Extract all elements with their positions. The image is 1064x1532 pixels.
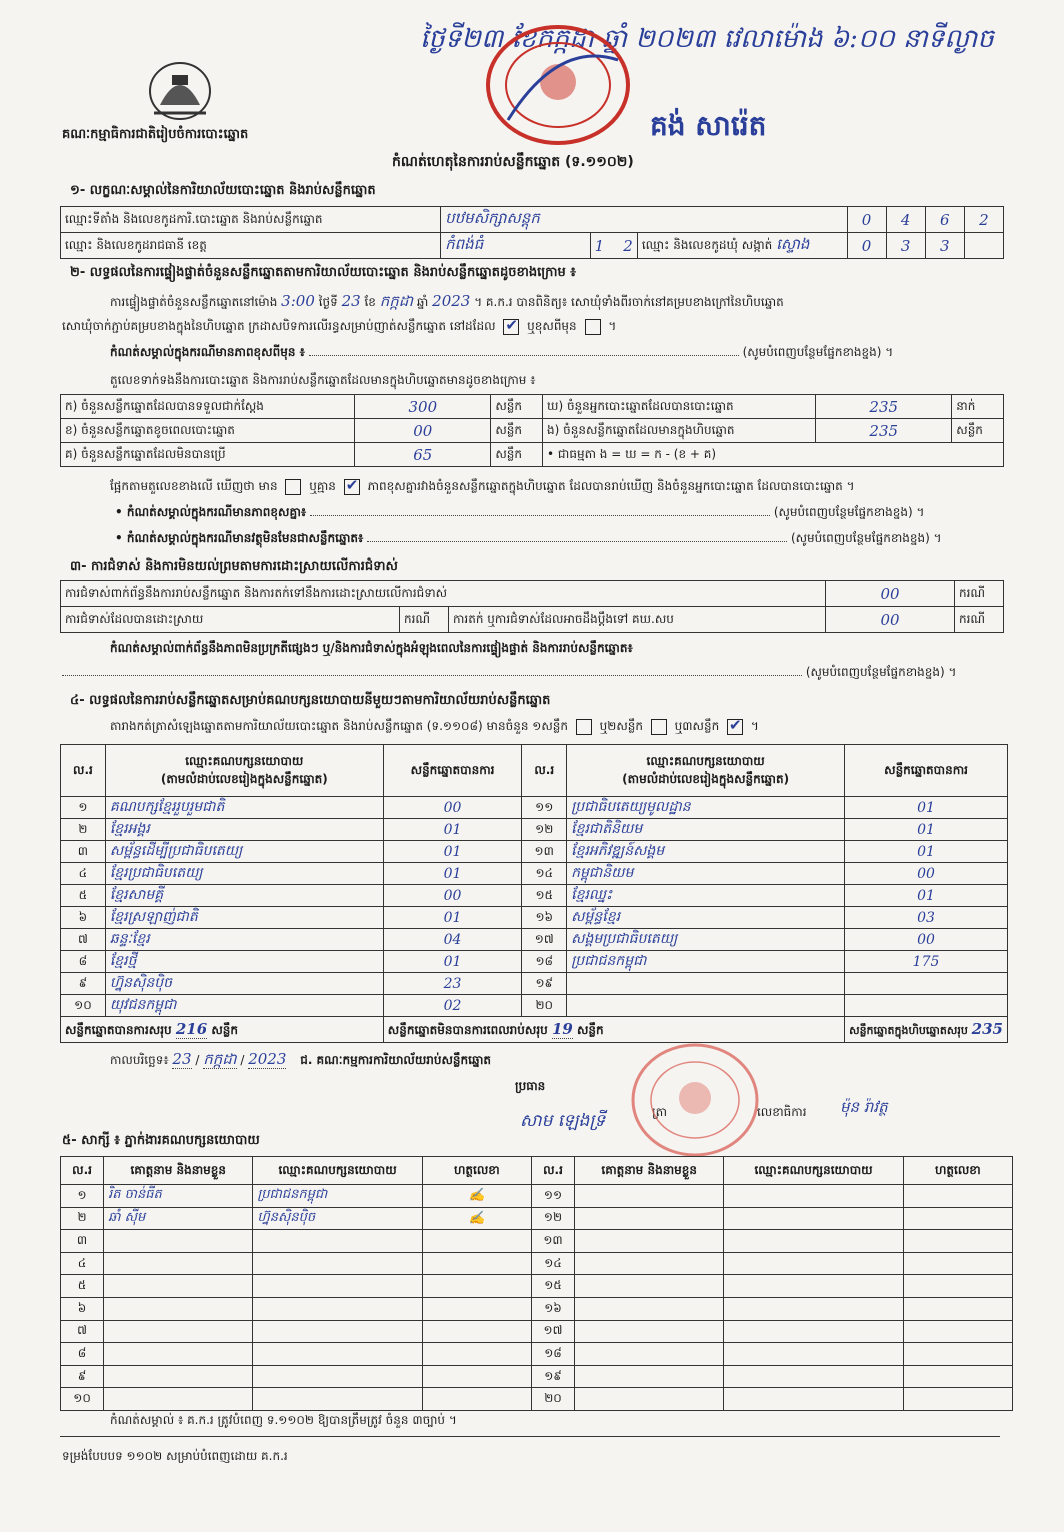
province-label: ឈ្មោះ និងលេខកូដរាជធានី ខេត្ត <box>61 233 441 259</box>
party-votes: 01 <box>383 907 522 929</box>
witness-name: ឆាំ ស៊ីម <box>104 1207 253 1230</box>
witness-signature <box>422 1365 531 1388</box>
row-number: ២០ <box>522 995 567 1017</box>
commune-label: ឈ្មោះ និងលេខកូដឃុំ សង្កាត់ ស្ទោង <box>637 233 847 259</box>
witness-name <box>104 1297 253 1320</box>
witness-signature <box>903 1230 1012 1253</box>
party-votes: 01 <box>383 951 522 973</box>
witness-name <box>104 1365 253 1388</box>
party-name: សង្គមប្រជាធិបតេយ្យ <box>567 929 845 951</box>
party-votes: 04 <box>383 929 522 951</box>
witness-signature <box>903 1365 1012 1388</box>
row-number: ២ <box>61 1207 104 1230</box>
witness-party <box>724 1207 903 1230</box>
row-number: ៣ <box>61 1230 104 1253</box>
one-sheet-checkbox[interactable] <box>576 719 592 735</box>
row-number: ៨ <box>61 1343 104 1366</box>
party-name: ប្រជាធិបតេយ្យមូលដ្ឋាន <box>567 797 845 819</box>
party-votes: 02 <box>383 995 522 1017</box>
witness-row <box>61 1230 1013 1253</box>
row-number: ៩ <box>61 973 106 995</box>
row-number: ១៥ <box>531 1275 574 1298</box>
witness-signature <box>903 1297 1012 1320</box>
row-number: ១០ <box>61 995 106 1017</box>
row-number: ១៩ <box>531 1365 574 1388</box>
commune-code-digit: 0 <box>847 233 886 259</box>
party-name <box>567 995 845 1017</box>
row-number: ២ <box>61 819 106 841</box>
witness-party <box>724 1185 903 1208</box>
witness-signature <box>422 1320 531 1343</box>
party-votes <box>845 973 1008 995</box>
party-name <box>567 973 845 995</box>
witness-party: ហ្វ៊ុនស៊ិនប៉ិច <box>253 1207 422 1230</box>
witness-signature <box>422 1275 531 1298</box>
row-number: ៥ <box>61 885 106 907</box>
witness-party <box>253 1365 422 1388</box>
witness-name <box>104 1275 253 1298</box>
party-votes: 00 <box>383 797 522 819</box>
row-number: ៦ <box>61 907 106 929</box>
party-name: យុវជនកម្ពុជា <box>105 995 383 1017</box>
witness-signature <box>903 1320 1012 1343</box>
section4-title: ៤- លទ្ធផលនៃការរាប់សន្លឹកឆ្នោតសម្រាប់គណបក្សនយោបាយនីមួយៗតាមការិយាល័យរាប់សន្លឹកឆ្នោត <box>70 693 551 708</box>
witness-signature: ✍ <box>422 1207 531 1230</box>
witness-signature <box>422 1388 531 1411</box>
witness-signature <box>903 1275 1012 1298</box>
row-number: ៨ <box>61 951 106 973</box>
witness-party <box>253 1252 422 1275</box>
party-votes: 01 <box>383 819 522 841</box>
party-result-row <box>61 797 1008 819</box>
row-number: ១៨ <box>522 951 567 973</box>
witness-signature <box>903 1185 1012 1208</box>
discrepancy-line: ផ្អែកតាមតួលេខខាងលើ ឃើញថា មាន ឬគ្មាន ✔ ភាពខុសគ្នារវាងចំនួនសន្លឹកឆ្នោតក្នុងហិបឆ្នោត ដែលបានរាប់ឃើញ និងចំនួនអ្នកបោះឆ្នោត ដែលបានបោះឆ្នោត ។ <box>110 478 855 496</box>
row-number: ៣ <box>61 841 106 863</box>
party-name: ខ្មែរអង្គរ <box>105 819 383 841</box>
party-name: សម្ព័ន្ធខ្មែរ <box>567 907 845 929</box>
witness-name <box>104 1252 253 1275</box>
province-code: 1 2 <box>590 233 637 259</box>
witness-signature <box>903 1252 1012 1275</box>
party-name: ខ្មែរសាមគ្គី <box>105 885 383 907</box>
figures-row: គ) ចំនួនសន្លឹកឆ្នោតដែលមិនបានប្រើ 65 សន្លឹក • ជាធម្មតា ង = ឃ = ក - (ខ + គ) <box>61 443 1004 467</box>
row-number: ១៧ <box>522 929 567 951</box>
party-votes: 00 <box>845 929 1008 951</box>
party-votes: 23 <box>383 973 522 995</box>
party-votes: 01 <box>845 819 1008 841</box>
witness-party <box>253 1388 422 1411</box>
party-result-row <box>61 929 1008 951</box>
party-votes: 00 <box>845 863 1008 885</box>
party-name: កម្ពុជានិយម <box>567 863 845 885</box>
witness-signature <box>422 1230 531 1253</box>
row-number: ៩ <box>61 1365 104 1388</box>
witness-party <box>724 1230 903 1253</box>
form-reference: ទម្រង់បែបបទ ១១០២ សម្រាប់បំពេញដោយ គ.ក.រ <box>62 1449 288 1463</box>
witness-name <box>575 1297 724 1320</box>
witness-party <box>724 1320 903 1343</box>
party-votes: 01 <box>845 841 1008 863</box>
party-result-row <box>61 841 1008 863</box>
row-number: ១ <box>61 1185 104 1208</box>
row-number: ១៣ <box>531 1230 574 1253</box>
witness-party <box>724 1365 903 1388</box>
witness-signature <box>903 1388 1012 1411</box>
party-result-row <box>61 973 1008 995</box>
chair-signature: សាម ឡេងទ្រី <box>520 1111 606 1131</box>
party-result-row <box>61 885 1008 907</box>
form-title: កំណត់ហេតុនៃការរាប់សន្លឹកឆ្នោត (ទ.១១០២) <box>392 154 634 170</box>
witness-name <box>575 1343 724 1366</box>
witness-row <box>61 1252 1013 1275</box>
witness-row <box>61 1185 1013 1208</box>
party-votes: 03 <box>845 907 1008 929</box>
witness-table: ល.រ គោត្តនាម និងនាមខ្លួន ឈ្មោះគណបក្សនយោបាយ ហត្ថលេខា ល.រ គោត្តនាម និងនាមខ្លួន ឈ្មោះគណបក្សនយោបាយ ហត្ថលេខា ១ រិត ចាន់ធីត ប្រជាជនកម្ពុជា ✍ ១១ ២ ឆាំ ស៊ីម ហ្វ៊ុនស៊ិនប៉ិច ✍ ១២ ៣ ១៣ ៤ ១៤ ៥ ១៥ ៦ ១៦ ៧ ១៧ ៨ ១៨ ៩ ១៩ ១០ ២០ <box>60 1156 1013 1411</box>
province-value: កំពង់ធំ <box>441 233 590 259</box>
org-name: គណៈកម្មាធិការជាតិរៀបចំការបោះឆ្នោត <box>62 127 249 142</box>
witness-party <box>724 1297 903 1320</box>
witness-name <box>575 1365 724 1388</box>
section3-title: ៣- ការជំទាស់ និងការមិនយល់ព្រមតាមការដោះស្រាយលើការជំទាស់ <box>70 559 398 574</box>
row-number: ១១ <box>531 1185 574 1208</box>
note-diff: កំណត់សម្គាល់ក្នុងករណីមានភាពខុសពីមុន ៖ (សូមបំពេញបន្ថែមផ្នែកខាងខ្នង) ។ <box>110 345 894 359</box>
section1-title: ១- លក្ខណៈសម្គាល់នៃការិយាល័យបោះឆ្នោត និងរាប់សន្លឹកឆ្នោត <box>70 183 376 198</box>
row-number: ៤ <box>61 1252 104 1275</box>
party-results-table: ល.រ ឈ្មោះគណបក្សនយោបាយ (តាមលំដាប់លេខរៀងក្នុងសន្លឹកឆ្នោត) សន្លឹកឆ្នោតបានការ ល.រ ឈ្មោះគណបក្សនយោបាយ (តាមលំដាប់លេខរៀងក្នុងសន្លឹកឆ្នោត) សន្លឹកឆ្នោតបានការ ១ គណបក្សខ្មែររួបរួមជាតិ 00 ១១ ប្រជាធិបតេយ្យមូលដ្ឋាន 01 ២ ខ្មែរអង្គរ 01 ១២ ខ្មែរជាតិនិយម 01 ៣ សម្ព័ន្ធដើម្បីប្រជាធិបតេយ្យ 01 ១៣ ខ្មែរអភិវឌ្ឍន៍សង្គម 01 ៤ ខ្មែរប្រជាធិបតេយ្យ 01 ១៤ កម្ពុជានិយម 00 ៥ ខ្មែរសាមគ្គី 00 ១៥ ខ្មែរឈ្នះ 01 ៦ ខ្មែរស្រឡាញ់ជាតិ 01 ១៦ សម្ព័ន្ធខ្មែរ 03 ៧ ឆន្ទៈខ្មែរ 04 ១៧ សង្គមប្រជាធិបតេយ្យ 00 ៨ ខ្មែរថ្មី 01 ១៨ ប្រជាជនកម្ពុជា 175 ៩ ហ្វ៊ុនស៊ិនប៉ិច 23 ១៩ ១០ យុវជនកម្ពុជា 02 ២០ សន្លឹកឆ្នោតបានការសរុប 216 សន្លឹក សន្លឹកឆ្នោតមិនបានការពេលរាប់សរុប 19 សន្លឹក សន្លឹកឆ្នោតក្នុងហិបឆ្នោតសរុប 235 <box>60 744 1008 1043</box>
row-number: ៥ <box>61 1275 104 1298</box>
handwritten-date: ថ្ងៃទី២៣ ខែកក្កដា ឆ្នាំ ២០២៣ វេលាម៉ោង ៦:០០ នាទីល្ងាច <box>420 24 994 54</box>
location-code-digit: 0 <box>847 207 886 233</box>
party-votes <box>845 995 1008 1017</box>
stamp-label: ត្រា <box>652 1105 667 1119</box>
witness-party <box>724 1388 903 1411</box>
party-votes: 00 <box>383 885 522 907</box>
witness-signature <box>903 1343 1012 1366</box>
row-number: ១៦ <box>531 1297 574 1320</box>
irregularity-note: កំណត់សម្គាល់ពាក់ព័ន្ធនឹងភាពមិនប្រក្រតីផ្សេងៗ ឬ/និងការជំទាស់ក្នុងអំឡុងពេលនៃការផ្ទៀងផ្ទាត់ និងការរាប់សន្លឹកឆ្នោត៖ <box>110 641 633 655</box>
party-name: ខ្មែរថ្មី <box>105 951 383 973</box>
row-number: ១ <box>61 797 106 819</box>
party-votes: 01 <box>845 797 1008 819</box>
party-name: ខ្មែរប្រជាធិបតេយ្យ <box>105 863 383 885</box>
witness-party <box>724 1275 903 1298</box>
party-name: ហ្វ៊ុនស៊ិនប៉ិច <box>105 973 383 995</box>
row-number: ១៥ <box>522 885 567 907</box>
official-stamp-icon <box>478 20 638 150</box>
footnote: កំណត់សម្គាល់ ៖ គ.ក.រ ត្រូវបំពេញ ទ.១១០២ ឱ្យបានត្រឹមត្រូវ ចំនួន ៣ច្បាប់ ។ <box>110 1413 457 1427</box>
witness-party: ប្រជាជនកម្ពុជា <box>253 1185 422 1208</box>
location-value: បឋមសិក្សាសន្តុក <box>441 207 847 233</box>
row-number: ៧ <box>61 929 106 951</box>
witness-party <box>253 1230 422 1253</box>
location-label: ឈ្មោះទីតាំង និងលេខកូដការិ.បោះឆ្នោត និងរាប់សន្លឹកឆ្នោត <box>61 207 441 233</box>
location-code-digit: 4 <box>886 207 925 233</box>
party-result-row <box>61 951 1008 973</box>
witness-name <box>575 1275 724 1298</box>
row-number: ៤ <box>61 863 106 885</box>
witness-signature <box>422 1252 531 1275</box>
witness-name <box>575 1252 724 1275</box>
party-name: ឆន្ទៈខ្មែរ <box>105 929 383 951</box>
witness-name: រិត ចាន់ធីត <box>104 1185 253 1208</box>
row-number: ១២ <box>522 819 567 841</box>
commune-code-digit: 3 <box>925 233 964 259</box>
row-number: ១៦ <box>522 907 567 929</box>
row-number: ១២ <box>531 1207 574 1230</box>
row-number: ១៤ <box>522 863 567 885</box>
row-number: ១៤ <box>531 1252 574 1275</box>
verification-line: ការផ្ទៀងផ្ទាត់ចំនួនសន្លឹកឆ្នោតនៅម៉ោង 3:00 ថ្ងៃទី 23 ខែ កក្កដា ឆ្នាំ 2023 ។ គ.ក.រ បានពិនិត្យ៖ សោឃុំទាំងពីរចាក់នៅគម្របខាងក្រៅនៃហិបឆ្នោត <box>110 292 784 310</box>
witness-name <box>104 1343 253 1366</box>
chair-label: ប្រធាន <box>515 1079 546 1093</box>
section2-title: ២- លទ្ធផលនៃការផ្ទៀងផ្ទាត់ចំនួនសន្លឹកឆ្នោតតាមការិយាល័យបោះឆ្នោត និងរាប់សន្លឹកឆ្នោតដូចខាងក្រោម ៖ <box>70 265 576 280</box>
witness-row <box>61 1365 1013 1388</box>
tally-sheets-line: តារាងកត់ត្រាសំឡេងឆ្នោតតាមការិយាល័យបោះឆ្នោត និងរាប់សន្លឹកឆ្នោត (ទ.១១០៨) មានចំនួន ១សន្លឹក ឬ២សន្លឹក ឬ៣សន្លឹក ✔ ។ <box>110 718 759 736</box>
party-name: ខ្មែរអភិវឌ្ឍន៍សង្គម <box>567 841 845 863</box>
has-diff-checkbox[interactable] <box>285 479 301 495</box>
row-number: ១១ <box>522 797 567 819</box>
party-name: សម្ព័ន្ធដើម្បីប្រជាធិបតេយ្យ <box>105 841 383 863</box>
location-code-digit: 2 <box>964 207 1003 233</box>
witness-party <box>253 1297 422 1320</box>
location-table <box>60 206 1004 259</box>
witness-name <box>104 1388 253 1411</box>
secretary-signature: ម៉ុន រ៉ាវត្ថ <box>840 1098 888 1116</box>
three-sheet-checkbox[interactable] <box>727 719 743 735</box>
party-votes: 01 <box>383 841 522 863</box>
witness-name <box>575 1185 724 1208</box>
witness-row <box>61 1275 1013 1298</box>
figures-intro: តួលេខទាក់ទងនឹងការបោះឆ្នោត និងការរាប់សន្លឹកឆ្នោតដែលមានក្នុងហិបឆ្នោតមានដូចខាងក្រោម ៖ <box>110 373 536 387</box>
witness-party <box>724 1343 903 1366</box>
party-votes: 175 <box>845 951 1008 973</box>
party-result-row <box>61 819 1008 841</box>
witness-party <box>724 1252 903 1275</box>
witness-party <box>253 1275 422 1298</box>
two-sheet-checkbox[interactable] <box>651 719 667 735</box>
stamp-name: គង់ សារ៉េត <box>650 109 767 142</box>
row-number: ១៩ <box>522 973 567 995</box>
witness-signature <box>422 1297 531 1320</box>
witness-row <box>61 1207 1013 1230</box>
date-line: កាលបរិច្ឆេទ៖ 23 / កក្កដា / 2023 ជ. គណៈកម្មការការិយាល័យរាប់សន្លឹកឆ្នោត <box>110 1050 492 1068</box>
nec-emblem-icon <box>140 55 220 125</box>
party-votes: 01 <box>383 863 522 885</box>
party-name: ខ្មែរជាតិនិយម <box>567 819 845 841</box>
witness-row <box>61 1320 1013 1343</box>
witness-signature <box>903 1207 1012 1230</box>
section5-title: ៥- សាក្សី ៖ ភ្នាក់ងារគណបក្សនយោបាយ <box>62 1133 260 1148</box>
witness-name <box>575 1320 724 1343</box>
witness-party <box>253 1343 422 1366</box>
figures-row: ខ) ចំនួនសន្លឹកឆ្នោតខូចពេលបោះឆ្នោត 00 សន្លឹក ង) ចំនួនសន្លឹកឆ្នោតដែលមានក្នុងហិបឆ្នោត 235 សន្លឹក <box>61 419 1004 443</box>
no-diff-checkbox[interactable] <box>344 479 360 495</box>
committee-stamp-icon <box>625 1040 765 1160</box>
row-number: ១០ <box>61 1388 104 1411</box>
witness-name <box>104 1320 253 1343</box>
witness-name <box>575 1207 724 1230</box>
witness-signature <box>422 1343 531 1366</box>
party-name: ខ្មែរឈ្នះ <box>567 885 845 907</box>
witness-signature: ✍ <box>422 1185 531 1208</box>
party-name: ប្រជាជនកម្ពុជា <box>567 951 845 973</box>
witness-name <box>575 1388 724 1411</box>
party-votes: 01 <box>845 885 1008 907</box>
footer-divider <box>60 1436 1000 1437</box>
irregularity-note-line: (សូមបំពេញបន្ថែមផ្នែកខាងខ្នង) ។ <box>62 664 1005 682</box>
witness-name <box>104 1230 253 1253</box>
secretary-label: លេខាធិការ <box>757 1105 807 1119</box>
row-number: ២០ <box>531 1388 574 1411</box>
commune-code-digit: 3 <box>886 233 925 259</box>
row-number: ៧ <box>61 1320 104 1343</box>
witness-name <box>575 1230 724 1253</box>
party-result-row <box>61 995 1008 1017</box>
row-number: ១៣ <box>522 841 567 863</box>
note-bullet-2: • កំណត់សម្គាល់ក្នុងករណីមានវត្ថុមិនមែនជាសន្លឹកឆ្នោត៖ (សូមបំពេញបន្ថែមផ្នែកខាងខ្នង) ។ <box>115 531 942 545</box>
changed-checkbox[interactable] <box>585 319 601 335</box>
location-code-digit: 6 <box>925 207 964 233</box>
witness-row <box>61 1343 1013 1366</box>
unchanged-checkbox[interactable] <box>503 319 519 335</box>
figures-table <box>60 394 1004 467</box>
row-number: ១៨ <box>531 1343 574 1366</box>
row-number: ៦ <box>61 1297 104 1320</box>
row-number: ១៧ <box>531 1320 574 1343</box>
witness-row <box>61 1388 1013 1411</box>
party-name: គណបក្សខ្មែររួបរួមជាតិ <box>105 797 383 819</box>
objections-table: ការជំទាស់ពាក់ព័ន្ធនឹងការរាប់សន្លឹកឆ្នោត និងការតក់ទៅនឹងការដោះស្រាយលើការជំទាស់ 00 ករណី ការជំទាស់ដែលបានដោះស្រាយ ករណី ការតក់ ឬការជំទាស់ដែលអាចដឹងប្តឹងទៅ គឃ.សប 00 ករណី <box>60 580 1004 633</box>
party-result-row <box>61 863 1008 885</box>
figures-row: ក) ចំនួនសន្លឹកឆ្នោតដែលបានទទួលជាក់ស្តែង 300 សន្លឹក ឃ) ចំនួនអ្នកបោះឆ្នោតដែលបានបោះឆ្នោត 235 នាក់ <box>61 395 1004 419</box>
witness-party <box>253 1320 422 1343</box>
seal-line: សោឃុំចាក់ភ្ជាប់គម្របខាងក្នុងនៃហិបឆ្នោត ក្រដាសបិទការលើរន្ធសម្រាប់ញាត់សន្លឹកឆ្នោត នៅដដែល ✔ ឬខុសពីមុន ។ <box>62 318 616 336</box>
party-name: ខ្មែរស្រឡាញ់ជាតិ <box>105 907 383 929</box>
witness-row <box>61 1297 1013 1320</box>
party-result-row <box>61 907 1008 929</box>
note-bullet-1: • កំណត់សម្គាល់ក្នុងករណីមានភាពខុសគ្នា៖ (សូមបំពេញបន្ថែមផ្នែកខាងខ្នង) ។ <box>115 505 925 519</box>
